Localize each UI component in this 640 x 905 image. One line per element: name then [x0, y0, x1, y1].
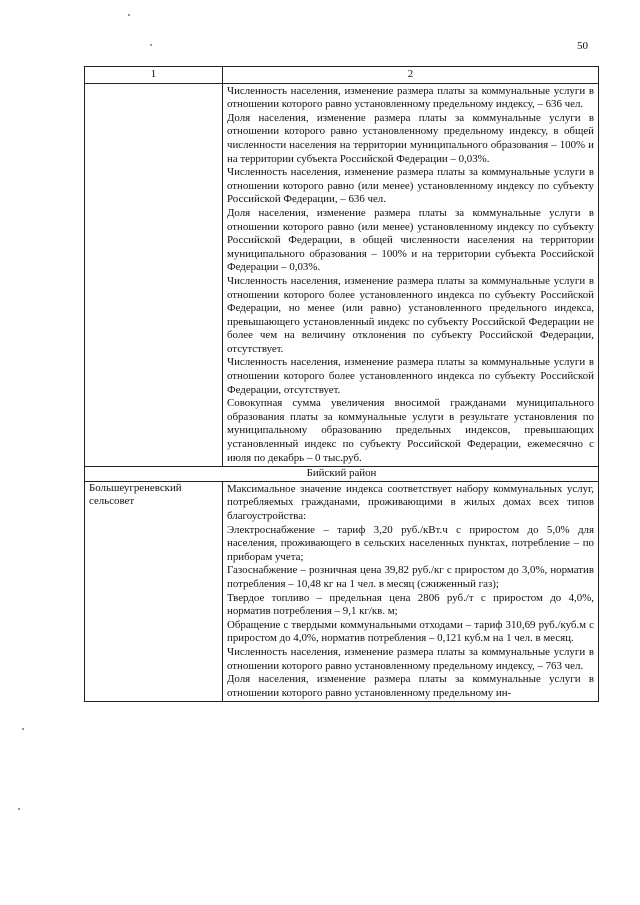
paragraph: Доля населения, изменение размера платы за коммунальные услуги в отношении которого равно установленному предельному индексу, в общей численности населения на территории муниципального образования – 100% и на территории субъекта Российской Федерации – 0,03%. [227, 111, 594, 165]
paragraph: Обращение с твердыми коммунальными отходами – тариф 310,69 руб./куб.м с приростом до 4,0%, норматив потребления – 0,121 куб.м на 1 чел. в месяц. [227, 618, 594, 645]
municipality-cell-empty [85, 83, 223, 467]
paragraph: Численность населения, изменение размера платы за коммунальные услуги в отношении которого более установленного индекса по субъекту Российской Федерации, отсутствует. [227, 356, 594, 396]
document-table [84, 66, 599, 702]
table-row [85, 481, 599, 702]
scan-speck [18, 808, 20, 810]
scan-speck [150, 44, 152, 46]
paragraph: Численность населения, изменение размера платы за коммунальные услуги в отношении которого более установленного индекса по субъекту Российской Федерации, но менее (или равно) установленного предельного индекса, превышающего установленный индекс по субъекту Российской Федерации не более чем на величину отклонения по субъекту Российской Федерации, отсутствует. [227, 274, 594, 355]
description-cell [223, 83, 599, 467]
table-row [85, 83, 599, 467]
paragraph: Численность населения, изменение размера платы за коммунальные услуги в отношении которого равно установленному предельному индексу, – 763 чел. [227, 645, 594, 672]
district-title: Бийский район [85, 467, 599, 482]
scan-speck [128, 14, 130, 16]
paragraph: Доля населения, изменение размера платы за коммунальные услуги в отношении которого равно установленному предельному ин- [227, 673, 594, 699]
paragraph: Численность населения, изменение размера платы за коммунальные услуги в отношении которого равно (или менее) установленному индексу по субъекту Российской Федерации, – 636 чел. [227, 166, 594, 206]
column-header-2: 2 [223, 67, 599, 84]
paragraph: Электроснабжение – тариф 3,20 руб./кВт.ч с приростом до 5,0% для населения, проживающего в сельских населенных пунктах, потребление – по приборам учета; [227, 523, 594, 563]
scan-speck [22, 728, 24, 730]
description-cell [223, 481, 599, 702]
paragraph: Доля населения, изменение размера платы за коммунальные услуги в отношении которого равно (или менее) установленному индексу по субъекту Российской Федерации, в общей численности населения на территории муниципального образования – 100% и на территории субъекта Российской Федерации – 0,03%. [227, 206, 594, 274]
municipality-cell: Большеугреневский сельсовет [85, 481, 223, 702]
paragraph: Твердое топливо – предельная цена 2806 руб./т с приростом до 4,0%, норматив потребления – 9,1 кг/кв. м; [227, 591, 594, 618]
district-row [85, 467, 599, 482]
paragraph: Численность населения, изменение размера платы за коммунальные услуги в отношении которого равно установленному предельному индексу, – 636 чел. [227, 84, 594, 111]
paragraph: Совокупная сумма увеличения вносимой гражданами муниципального образования платы за коммунальные услуги в результате установления по муниципальному образованию предельных индексов, превышающих установленный индекс по субъекту Российской Федерации, ежемесячно с июля по декабрь – 0 тыс.руб. [227, 397, 594, 464]
paragraph: Газоснабжение – розничная цена 39,82 руб./кг с приростом до 3,0%, норматив потребления – 10,48 кг на 1 чел. в месяц (сжиженный газ); [227, 564, 594, 590]
page-number: 50 [577, 40, 588, 52]
column-header-1: 1 [85, 67, 223, 84]
table-header-row [85, 67, 599, 84]
paragraph: Максимальное значение индекса соответствует набору коммунальных услуг, потребляемых гражданами, проживающими в жилых домах всех типов благоустройства: [227, 482, 594, 522]
